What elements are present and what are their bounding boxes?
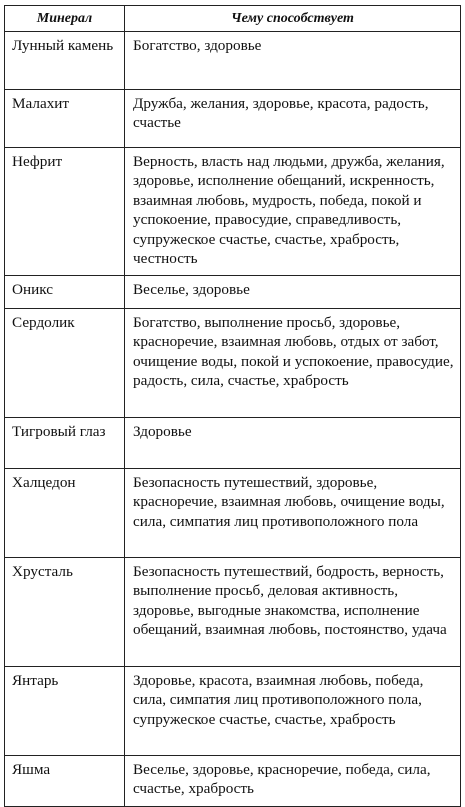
table-row	[5, 309, 461, 418]
table-row	[5, 418, 461, 469]
mineral-cell: Нефрит	[5, 148, 125, 276]
mineral-cell: Яшма	[5, 756, 125, 807]
table-row	[5, 756, 461, 807]
effect-cell: Дружба, желания, здоровье, красота, радость, счастье	[125, 90, 461, 148]
mineral-cell: Лунный камень	[5, 32, 125, 90]
effect-cell: Здоровье, красота, взаимная любовь, победа, сила, симпатия лиц противоположного пола, супружеское счастье, счастье, храбрость	[125, 667, 461, 756]
effect-cell: Богатство, здоровье	[125, 32, 461, 90]
effect-cell: Безопасность путешествий, бодрость, верность, выполнение просьб, деловая активность, здоровье, выгодные знакомства, исполнение обещаний, взаимная любовь, постоянство, удача	[125, 558, 461, 667]
table-row	[5, 469, 461, 558]
mineral-cell: Янтарь	[5, 667, 125, 756]
mineral-cell: Тигровый глаз	[5, 418, 125, 469]
table-row	[5, 32, 461, 90]
effect-cell: Верность, власть над людьми, дружба, желания, здоровье, исполнение обещаний, искренность, взаимная любовь, мудрость, победа, покой и успокоение, правосудие, справедливость, супружеское счастье, счастье, храбрость, честность	[125, 148, 461, 276]
table-row	[5, 90, 461, 148]
mineral-cell: Оникс	[5, 276, 125, 309]
mineral-cell: Халцедон	[5, 469, 125, 558]
effect-cell: Здоровье	[125, 418, 461, 469]
table-row	[5, 148, 461, 276]
effect-cell: Веселье, здоровье, красноречие, победа, сила, счастье, храбрость	[125, 756, 461, 807]
minerals-table	[4, 5, 461, 807]
effect-cell: Безопасность путешествий, здоровье, красноречие, взаимная любовь, очищение воды, сила, симпатия лиц противоположного пола	[125, 469, 461, 558]
effect-cell: Богатство, выполнение просьб, здоровье, красноречие, взаимная любовь, отдых от забот, очищение воды, покой и успокоение, правосудие, радость, сила, счастье, храбрость	[125, 309, 461, 418]
effect-cell: Веселье, здоровье	[125, 276, 461, 309]
table-row	[5, 276, 461, 309]
column-header-effect: Чему способствует	[125, 6, 461, 32]
table-row	[5, 558, 461, 667]
table-row	[5, 667, 461, 756]
mineral-cell: Малахит	[5, 90, 125, 148]
mineral-cell: Хрусталь	[5, 558, 125, 667]
table-header-row	[5, 6, 461, 32]
column-header-mineral: Минерал	[5, 6, 125, 32]
mineral-cell: Сердолик	[5, 309, 125, 418]
